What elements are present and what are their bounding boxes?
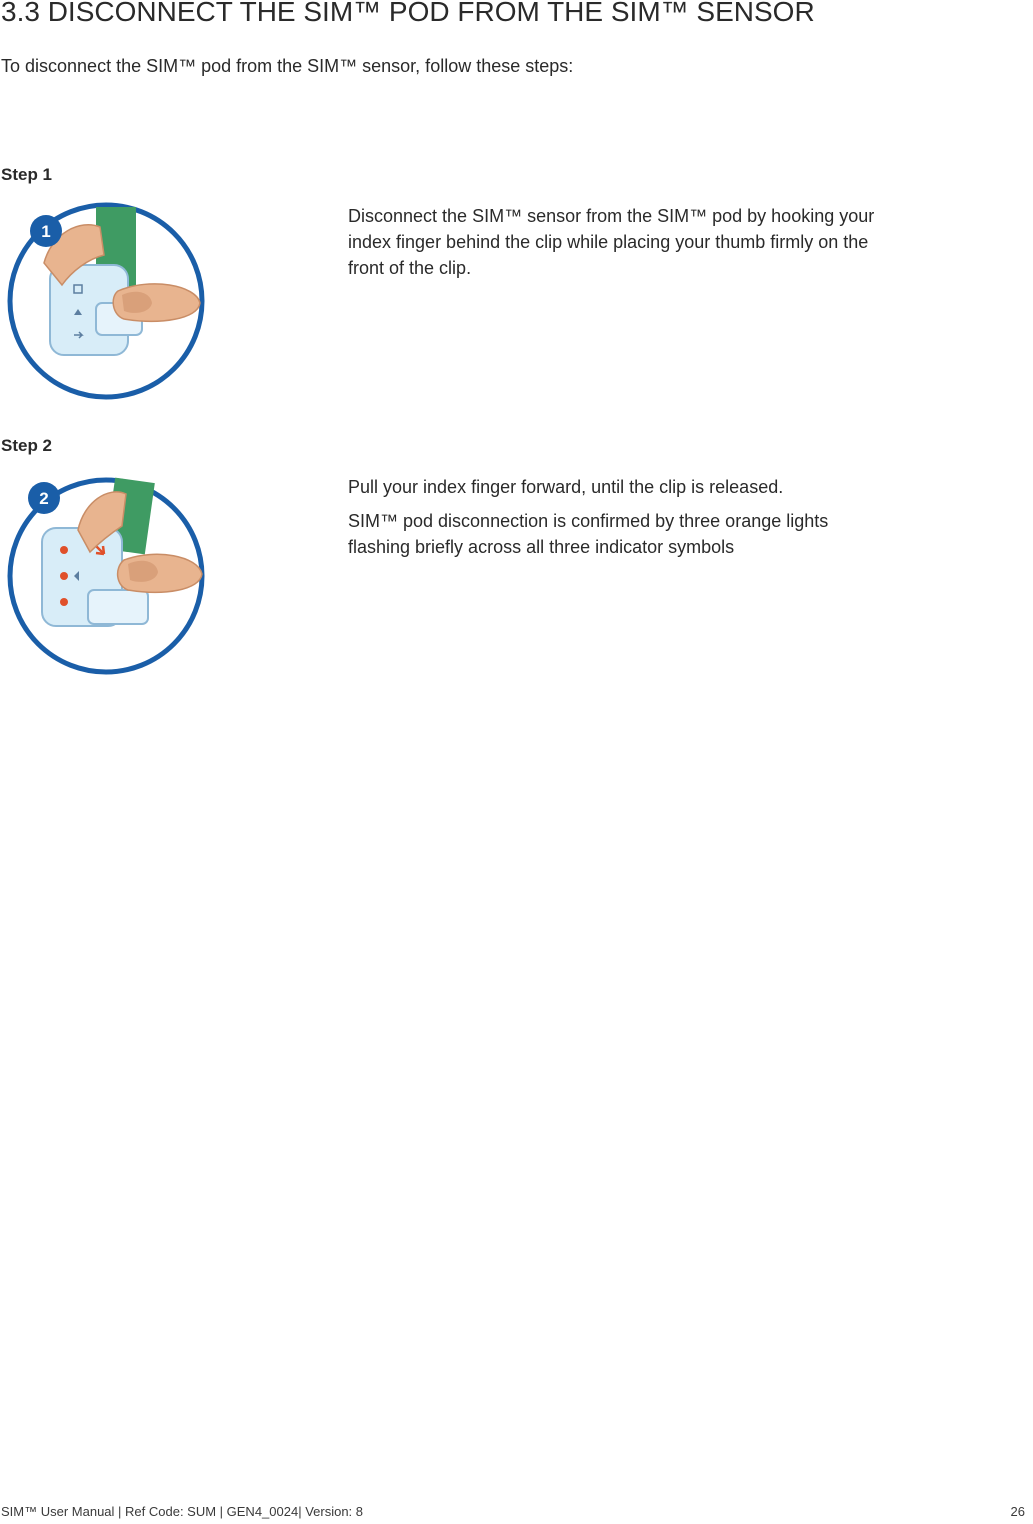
step-1-illustration xyxy=(0,193,212,405)
clip-shape xyxy=(88,590,148,624)
footer-document-info: SIM™ User Manual | Ref Code: SUM | GEN4_0024| Version: 8 xyxy=(1,1504,364,1519)
indicator-light-1 xyxy=(60,546,68,554)
step-2-paragraph-1: Pull your index finger forward, until the clip is released. xyxy=(348,477,784,497)
step-2-illustration xyxy=(0,468,212,680)
step-2-instructions xyxy=(348,474,878,568)
step-1-illustration-svg xyxy=(0,193,212,405)
indicator-light-3 xyxy=(60,598,68,606)
footer-page-number: 26 xyxy=(1010,1504,1025,1519)
step-1-paragraph-1: Disconnect the SIM™ sensor from the SIM™ pod by hooking your index finger behind the clip while placing your thumb firmly on the front of the clip. xyxy=(348,206,875,278)
step-2-heading: Step 2 xyxy=(1,436,53,455)
indicator-light-2 xyxy=(60,572,68,580)
step-2-badge-number: 2 xyxy=(39,489,49,508)
step-1-badge-number: 1 xyxy=(41,222,51,241)
step-1-instructions xyxy=(348,203,878,289)
page-title: 3.3 DISCONNECT THE SIM™ POD FROM THE SIM™ SENSOR xyxy=(1,0,815,27)
step-2-paragraph-2: SIM™ pod disconnection is confirmed by three orange lights flashing briefly across all three indicator symbols xyxy=(348,511,829,557)
step-1-heading: Step 1 xyxy=(1,165,53,184)
intro-text: To disconnect the SIM™ pod from the SIM™ sensor, follow these steps: xyxy=(1,56,574,76)
step-2-illustration-svg xyxy=(0,468,212,680)
